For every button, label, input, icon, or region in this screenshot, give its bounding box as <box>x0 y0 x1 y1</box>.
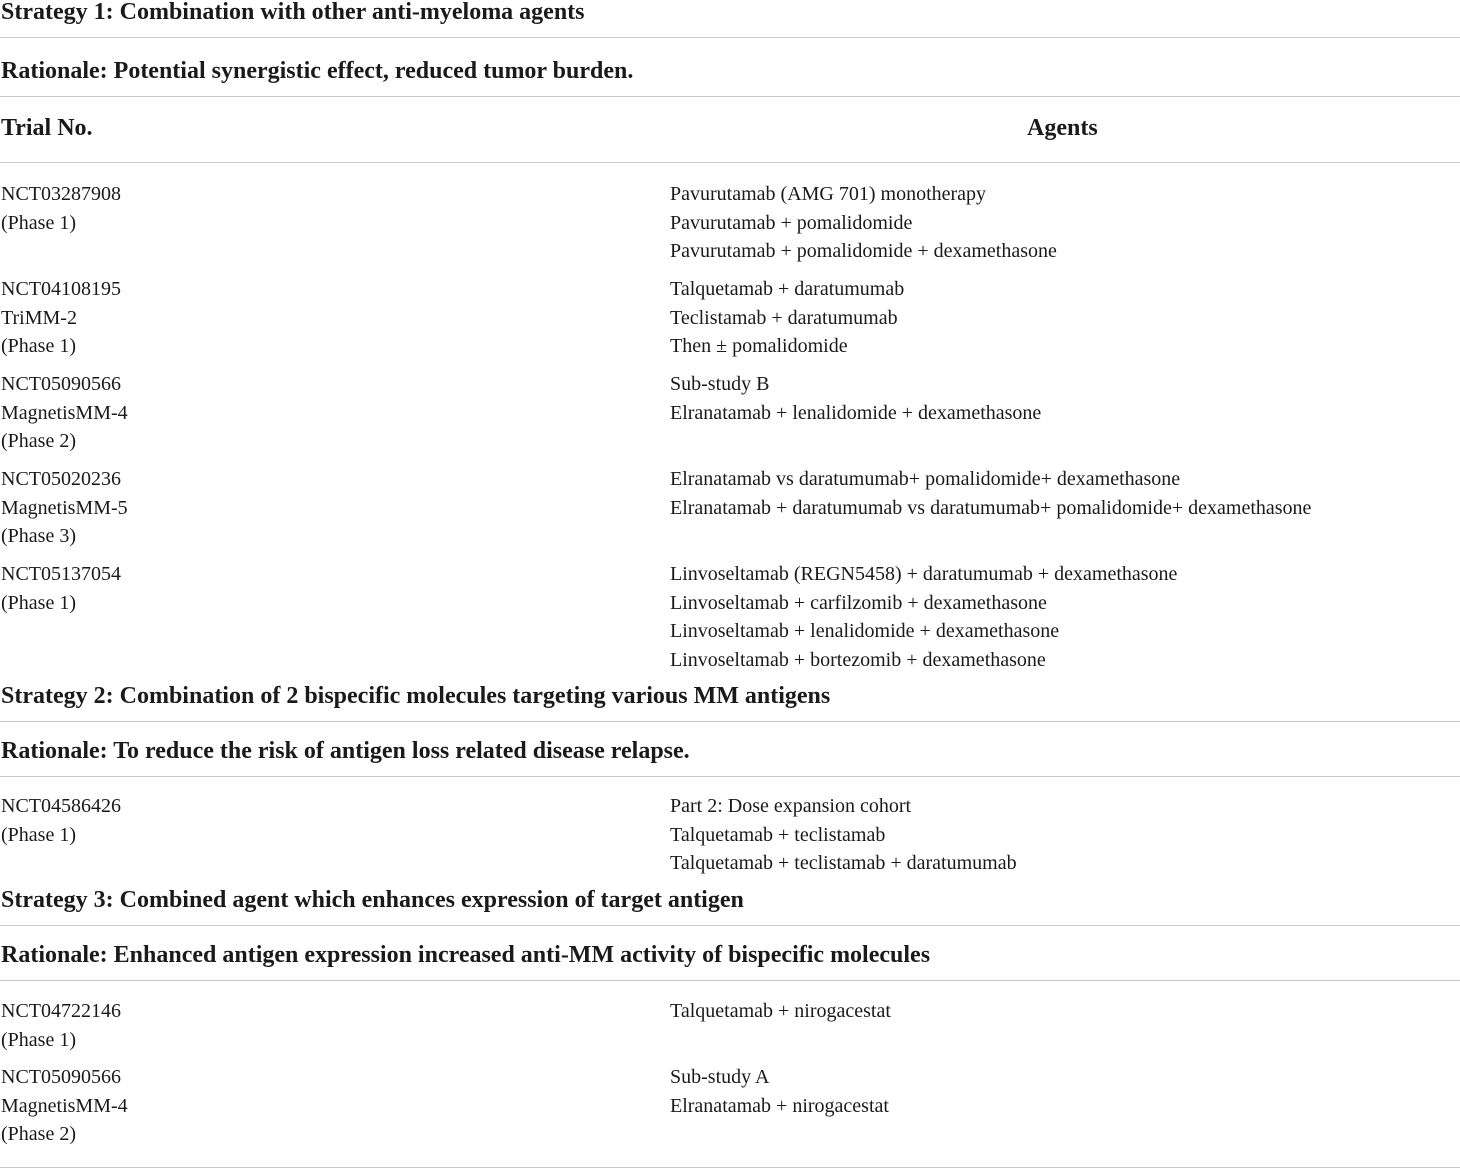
strategy-1-rationale: Rationale: Potential synergistic effect, reduced tumor burden. <box>1 58 634 84</box>
table-row-trial: NCT05020236 MagnetisMM-5 (Phase 3) <box>1 468 128 548</box>
strategy-1-title: Strategy 1: Combination with other anti-myeloma agents <box>1 0 585 25</box>
divider <box>0 776 1460 777</box>
strategy-3-title: Strategy 3: Combined agent which enhances expression of target antigen <box>1 887 744 913</box>
table-row-agents: Sub-study B Elranatamab + lenalidomide + dexamethasone <box>670 373 1042 424</box>
table-row-trial: NCT05137054 (Phase 1) <box>1 563 121 614</box>
table-row-agents: Talquetamab + nirogacestat <box>670 1000 891 1022</box>
table-row-trial: NCT03287908 (Phase 1) <box>1 183 121 234</box>
header-trial-no: Trial No. <box>1 115 93 141</box>
strategy-3-rationale: Rationale: Enhanced antigen expression increased anti-MM activity of bispecific molecules <box>1 942 931 968</box>
table-row-trial: NCT05090566 MagnetisMM-4 (Phase 2) <box>1 373 128 453</box>
header-agents: Agents <box>1027 115 1098 141</box>
table-row-trial: NCT04722146 (Phase 1) <box>1 1000 121 1051</box>
table-row-trial: NCT04586426 (Phase 1) <box>1 795 121 846</box>
divider <box>0 37 1460 38</box>
divider <box>0 96 1460 97</box>
table-row-trial: NCT05090566 MagnetisMM-4 (Phase 2) <box>1 1066 128 1146</box>
table-row-agents: Talquetamab + daratumumab Teclistamab + daratumumab Then ± pomalidomide <box>670 278 905 358</box>
strategy-2-rationale: Rationale: To reduce the risk of antigen loss related disease relapse. <box>1 738 690 764</box>
divider <box>0 162 1460 163</box>
table-row-trial: NCT04108195 TriMM-2 (Phase 1) <box>1 278 121 358</box>
strategy-2-title: Strategy 2: Combination of 2 bispecific molecules targeting various MM antigens <box>1 683 831 709</box>
divider <box>0 925 1460 926</box>
table-row-agents: Linvoseltamab (REGN5458) + daratumumab + dexamethasone Linvoseltamab + carfilzomib + dexamethasone Linvoseltamab + lenalidomide + dexamethasone Linvoseltamab + bortezomib + dexamethasone <box>670 563 1178 672</box>
divider <box>0 721 1460 722</box>
table-row-agents: Part 2: Dose expansion cohort Talquetamab + teclistamab Talquetamab + teclistamab + daratumumab <box>670 795 1017 875</box>
divider <box>0 980 1460 981</box>
table-row-agents: Elranatamab vs daratumumab+ pomalidomide+ dexamethasone Elranatamab + daratumumab vs daratumumab+ pomalidomide+ dexamethasone <box>670 468 1312 519</box>
table-row-agents: Sub-study A Elranatamab + nirogacestat <box>670 1066 889 1117</box>
table-row-agents: Pavurutamab (AMG 701) monotherapy Pavurutamab + pomalidomide Pavurutamab + pomalidomide + dexamethasone <box>670 183 1057 263</box>
divider <box>0 1167 1460 1168</box>
